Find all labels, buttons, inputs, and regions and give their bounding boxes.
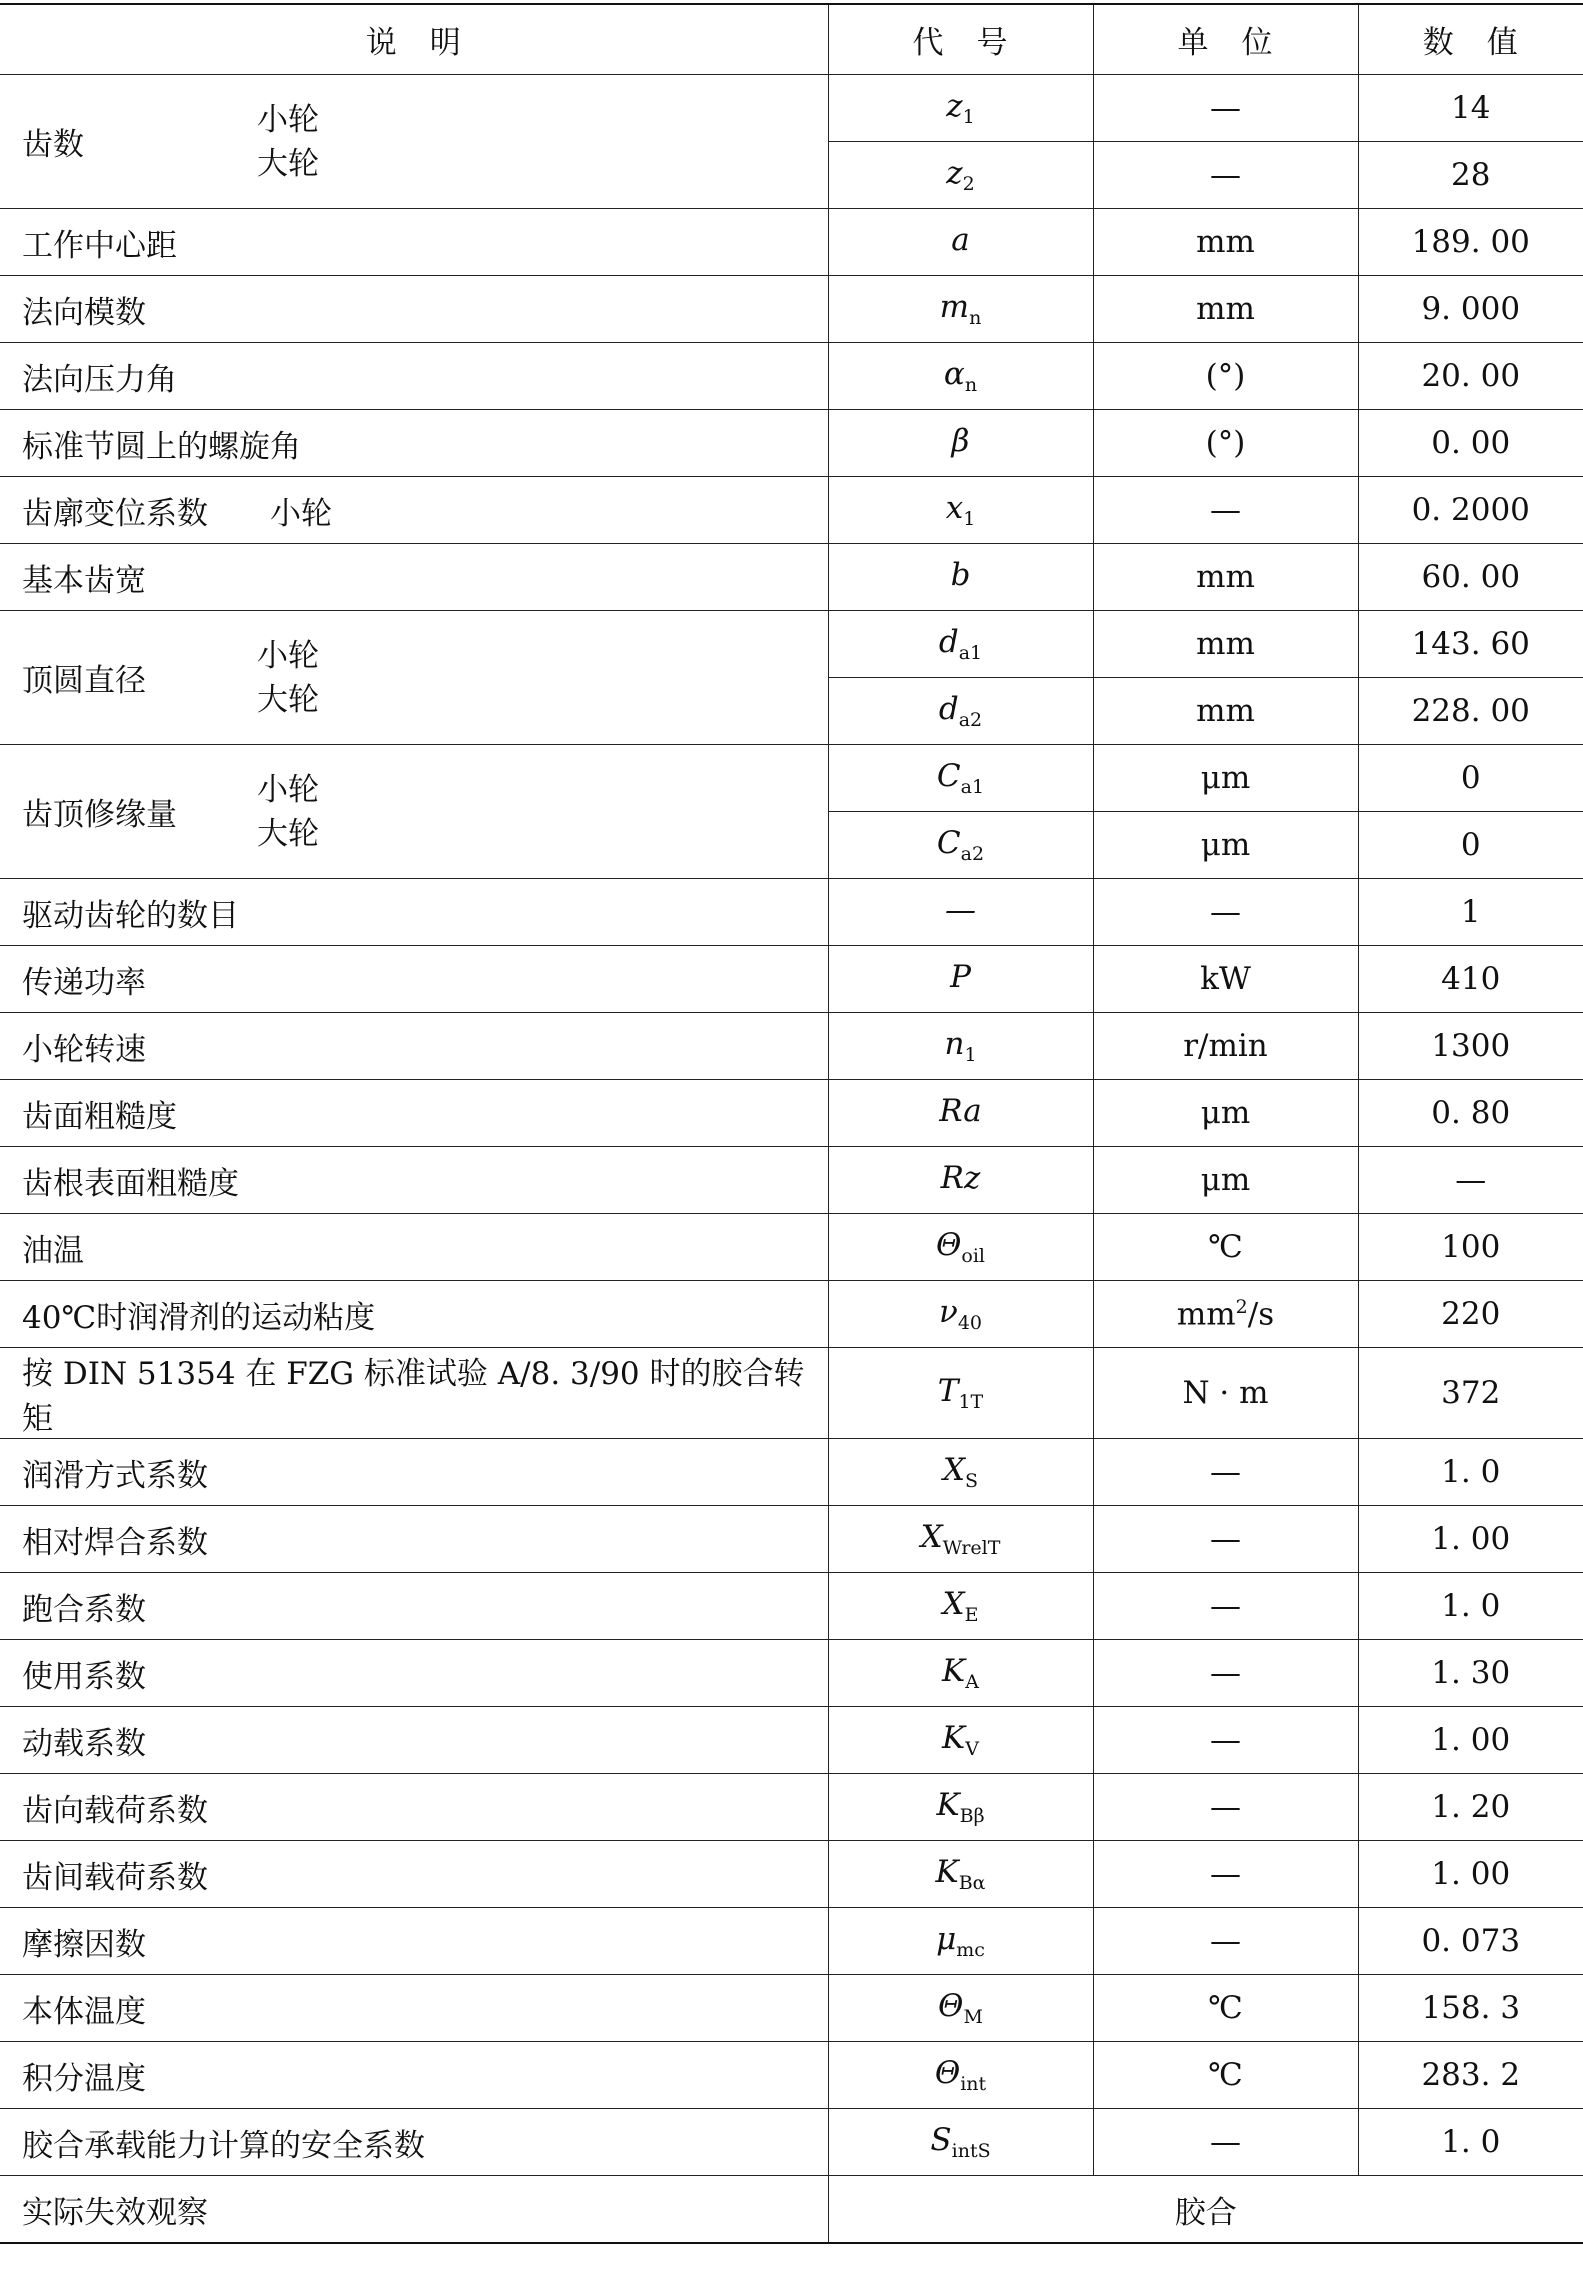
value-cell: 1. 0 bbox=[1358, 1573, 1583, 1640]
table-row bbox=[0, 946, 1583, 1013]
value-cell: 1. 0 bbox=[1358, 2109, 1583, 2176]
unit-cell: mm bbox=[1093, 678, 1358, 745]
table-row bbox=[0, 2109, 1583, 2176]
table-row bbox=[0, 2042, 1583, 2109]
sub-labels bbox=[257, 768, 319, 856]
symbol-subscript: 1 bbox=[964, 1044, 977, 1066]
description-cell: 润滑方式系数 bbox=[0, 1439, 828, 1506]
description-cell: 传递功率 bbox=[0, 946, 828, 1013]
symbol bbox=[941, 1160, 981, 1196]
symbol bbox=[942, 1653, 979, 1693]
symbol-base: T bbox=[937, 1373, 959, 1409]
description-cell: 法向压力角 bbox=[0, 343, 828, 410]
table-row bbox=[0, 75, 1583, 142]
symbol bbox=[951, 222, 969, 258]
table-row bbox=[0, 1774, 1583, 1841]
unit-cell: — bbox=[1093, 1573, 1358, 1640]
symbol-base: α bbox=[943, 356, 965, 392]
table-row bbox=[0, 1281, 1583, 1348]
symbol bbox=[938, 691, 983, 731]
symbol-base: b bbox=[950, 557, 971, 593]
symbol-subscript: 2 bbox=[962, 173, 975, 195]
value-cell: 410 bbox=[1358, 946, 1583, 1013]
symbol-cell bbox=[828, 1439, 1093, 1506]
table-row bbox=[0, 477, 1583, 544]
symbol bbox=[935, 1854, 986, 1894]
value-cell: 1. 00 bbox=[1358, 1841, 1583, 1908]
symbol-base: d bbox=[938, 624, 959, 660]
description-cell: 40℃时润滑剂的运动粘度 bbox=[0, 1281, 828, 1348]
symbol bbox=[951, 557, 971, 593]
symbol-subscript: Bα bbox=[958, 1872, 986, 1894]
table-row bbox=[0, 1640, 1583, 1707]
value-cell: 0 bbox=[1358, 745, 1583, 812]
symbol-base: X bbox=[920, 1519, 943, 1555]
symbol-base: Θ bbox=[935, 1227, 962, 1263]
table-row bbox=[0, 879, 1583, 946]
unit-cell: — bbox=[1093, 1640, 1358, 1707]
symbol-base: P bbox=[950, 959, 971, 995]
symbol-cell bbox=[828, 410, 1093, 477]
symbol-subscript: mc bbox=[956, 1939, 985, 1961]
description-cell: 齿根表面粗糙度 bbox=[0, 1147, 828, 1214]
value-cell: 0. 80 bbox=[1358, 1080, 1583, 1147]
table-row bbox=[0, 1841, 1583, 1908]
value-cell: 1 bbox=[1358, 879, 1583, 946]
unit-cell: mm bbox=[1093, 209, 1358, 276]
unit-cell: — bbox=[1093, 879, 1358, 946]
symbol-cell bbox=[828, 879, 1093, 946]
unit-cell: (°) bbox=[1093, 343, 1358, 410]
symbol bbox=[934, 2055, 987, 2095]
value-cell: 1. 30 bbox=[1358, 1640, 1583, 1707]
value-cell: 0 bbox=[1358, 812, 1583, 879]
symbol-subscript: 40 bbox=[957, 1312, 983, 1334]
sub-label-wheel: 大轮 bbox=[257, 815, 319, 852]
sub-label-pinion: 小轮 bbox=[257, 101, 319, 138]
unit-cell: — bbox=[1093, 1774, 1358, 1841]
description-cell: 齿间载荷系数 bbox=[0, 1841, 828, 1908]
unit-tail: /s bbox=[1247, 1296, 1275, 1333]
unit-superscript: 2 bbox=[1235, 1295, 1248, 1318]
symbol-base: Rz bbox=[940, 1160, 981, 1196]
symbol-cell bbox=[828, 1975, 1093, 2042]
symbol-subscript: int bbox=[960, 2073, 987, 2095]
unit-cell: μm bbox=[1093, 745, 1358, 812]
value-cell: 220 bbox=[1358, 1281, 1583, 1348]
failure-observation-value: 胶合 bbox=[828, 2176, 1583, 2244]
value-cell: 60. 00 bbox=[1358, 544, 1583, 611]
symbol-base: K bbox=[942, 1720, 966, 1756]
unit-cell: mm bbox=[1093, 276, 1358, 343]
symbol-subscript: 1 bbox=[963, 508, 976, 530]
symbol-subscript: n bbox=[969, 307, 982, 329]
symbol bbox=[937, 1373, 984, 1413]
symbol-subscript: M bbox=[963, 2006, 983, 2028]
table-body bbox=[0, 75, 1583, 2244]
header-description: 说 明 bbox=[0, 4, 828, 75]
value-cell: 189. 00 bbox=[1358, 209, 1583, 276]
failure-observation-label: 实际失效观察 bbox=[0, 2176, 828, 2244]
unit-cell: ℃ bbox=[1093, 1214, 1358, 1281]
unit-cell: ℃ bbox=[1093, 2042, 1358, 2109]
symbol bbox=[946, 88, 975, 128]
symbol-base: n bbox=[944, 1026, 965, 1062]
symbol-cell bbox=[828, 209, 1093, 276]
symbol-subscript: n bbox=[964, 374, 978, 396]
value-cell: 228. 00 bbox=[1358, 678, 1583, 745]
symbol-subscript: a1 bbox=[958, 642, 983, 664]
symbol bbox=[945, 490, 976, 530]
symbol-cell bbox=[828, 2109, 1093, 2176]
table-row bbox=[0, 209, 1583, 276]
description-cell: 使用系数 bbox=[0, 1640, 828, 1707]
unit-cell: — bbox=[1093, 477, 1358, 544]
symbol-cell bbox=[828, 276, 1093, 343]
symbol bbox=[938, 1294, 983, 1334]
value-cell: 0. 00 bbox=[1358, 410, 1583, 477]
unit-cell: — bbox=[1093, 1707, 1358, 1774]
value-cell: 372 bbox=[1358, 1348, 1583, 1439]
description-cell bbox=[0, 75, 828, 209]
symbol-base: β bbox=[951, 423, 970, 459]
symbol bbox=[944, 1026, 977, 1066]
symbol-cell bbox=[828, 1080, 1093, 1147]
description-cell bbox=[0, 611, 828, 745]
symbol-cell bbox=[828, 1013, 1093, 1080]
symbol-cell bbox=[828, 343, 1093, 410]
description-cell: 摩擦因数 bbox=[0, 1908, 828, 1975]
table-row bbox=[0, 1707, 1583, 1774]
description-group bbox=[22, 75, 828, 208]
symbol-subscript: oil bbox=[961, 1245, 985, 1267]
sub-label-pinion: 小轮 bbox=[257, 637, 319, 674]
description-cell: 动载系数 bbox=[0, 1707, 828, 1774]
symbol bbox=[920, 1519, 1001, 1559]
symbol-cell bbox=[828, 1348, 1093, 1439]
value-cell: 28 bbox=[1358, 142, 1583, 209]
header-value: 数 值 bbox=[1358, 4, 1583, 75]
symbol-cell bbox=[828, 544, 1093, 611]
description-cell: 齿廓变位系数 小轮 bbox=[0, 477, 828, 544]
description-group bbox=[22, 611, 828, 744]
unit-cell bbox=[1093, 1281, 1358, 1348]
symbol-base: z bbox=[946, 155, 963, 191]
symbol-base: K bbox=[936, 1787, 960, 1823]
unit-cell: r/min bbox=[1093, 1013, 1358, 1080]
description-cell: 胶合承载能力计算的安全系数 bbox=[0, 2109, 828, 2176]
symbol-cell bbox=[828, 1774, 1093, 1841]
unit-cell: μm bbox=[1093, 1147, 1358, 1214]
symbol-base: C bbox=[936, 758, 961, 794]
symbol-base: Θ bbox=[938, 1988, 964, 2024]
symbol bbox=[936, 825, 985, 865]
description-cell: 基本齿宽 bbox=[0, 544, 828, 611]
unit-cell: — bbox=[1093, 142, 1358, 209]
unit-cell: mm bbox=[1093, 611, 1358, 678]
symbol bbox=[936, 758, 985, 798]
symbol-base: K bbox=[935, 1854, 959, 1890]
unit-cell: ℃ bbox=[1093, 1975, 1358, 2042]
symbol-subscript: a2 bbox=[958, 709, 983, 731]
unit-cell: — bbox=[1093, 2109, 1358, 2176]
symbol-subscript: Bβ bbox=[959, 1805, 985, 1827]
value-cell: 158. 3 bbox=[1358, 1975, 1583, 2042]
description-cell: 相对焊合系数 bbox=[0, 1506, 828, 1573]
symbol bbox=[942, 1720, 979, 1760]
symbol-subscript: intS bbox=[951, 2140, 991, 2162]
value-cell: 143. 60 bbox=[1358, 611, 1583, 678]
header-row bbox=[0, 4, 1583, 75]
table-row bbox=[0, 1013, 1583, 1080]
table-row bbox=[0, 1214, 1583, 1281]
unit-cell: (°) bbox=[1093, 410, 1358, 477]
symbol-cell bbox=[828, 946, 1093, 1013]
table-row bbox=[0, 1147, 1583, 1214]
value-cell: 0. 073 bbox=[1358, 1908, 1583, 1975]
symbol-cell bbox=[828, 1281, 1093, 1348]
symbol-cell bbox=[828, 745, 1093, 812]
sub-label-wheel: 大轮 bbox=[257, 681, 319, 718]
symbol-subscript: a1 bbox=[960, 776, 985, 798]
unit-cell: — bbox=[1093, 1908, 1358, 1975]
value-cell: 283. 2 bbox=[1358, 2042, 1583, 2109]
symbol bbox=[942, 1586, 979, 1626]
description-text: 齿顶修缘量 bbox=[22, 797, 177, 833]
symbol bbox=[936, 1921, 985, 1961]
unit-base: mm bbox=[1176, 1296, 1236, 1333]
symbol bbox=[939, 1093, 982, 1129]
table-row bbox=[0, 276, 1583, 343]
description-cell: 齿面粗糙度 bbox=[0, 1080, 828, 1147]
unit-cell: N · m bbox=[1093, 1348, 1358, 1439]
value-cell: 1. 00 bbox=[1358, 1707, 1583, 1774]
value-cell: 20. 00 bbox=[1358, 343, 1583, 410]
symbol bbox=[943, 356, 978, 396]
symbol-subscript: 1T bbox=[958, 1391, 984, 1413]
unit-cell: mm bbox=[1093, 544, 1358, 611]
description-cell: 标准节圆上的螺旋角 bbox=[0, 410, 828, 477]
description-cell: 本体温度 bbox=[0, 1975, 828, 2042]
table-row bbox=[0, 1439, 1583, 1506]
symbol-base: m bbox=[939, 289, 970, 325]
symbol-subscript: V bbox=[965, 1738, 979, 1760]
value-cell: 100 bbox=[1358, 1214, 1583, 1281]
sub-labels bbox=[257, 98, 319, 186]
symbol-cell bbox=[828, 1573, 1093, 1640]
symbol-subscript: WrelT bbox=[942, 1537, 1001, 1559]
table-row bbox=[0, 1080, 1583, 1147]
table-row bbox=[0, 1908, 1583, 1975]
table-row bbox=[0, 410, 1583, 477]
symbol-cell bbox=[828, 75, 1093, 142]
symbol-cell bbox=[828, 678, 1093, 745]
unit-cell: kW bbox=[1093, 946, 1358, 1013]
symbol-base: μ bbox=[936, 1921, 957, 1957]
description-text: 顶圆直径 bbox=[22, 663, 146, 699]
description-cell: 法向模数 bbox=[0, 276, 828, 343]
symbol bbox=[942, 1452, 979, 1492]
symbol-subscript: a2 bbox=[960, 843, 985, 865]
symbol-base: x bbox=[945, 490, 964, 526]
table-row bbox=[0, 611, 1583, 678]
value-cell: — bbox=[1358, 1147, 1583, 1214]
unit-cell: — bbox=[1093, 1439, 1358, 1506]
value-cell: 1300 bbox=[1358, 1013, 1583, 1080]
symbol-cell bbox=[828, 812, 1093, 879]
symbol bbox=[939, 289, 982, 329]
table-row bbox=[0, 745, 1583, 812]
sub-labels bbox=[257, 634, 319, 722]
symbol-base: C bbox=[936, 825, 961, 861]
symbol bbox=[950, 959, 971, 995]
symbol-cell bbox=[828, 2042, 1093, 2109]
description-cell: 按 DIN 51354 在 FZG 标准试验 A/8. 3/90 时的胶合转矩 bbox=[0, 1348, 828, 1439]
symbol-cell bbox=[828, 611, 1093, 678]
symbol-subscript: 1 bbox=[962, 106, 975, 128]
symbol-subscript: A bbox=[965, 1671, 979, 1693]
table-row bbox=[0, 1348, 1583, 1439]
symbol bbox=[935, 1227, 985, 1267]
symbol-subscript: E bbox=[964, 1604, 979, 1626]
symbol-cell bbox=[828, 1640, 1093, 1707]
description-text: 齿数 bbox=[22, 127, 84, 163]
symbol-cell bbox=[828, 1707, 1093, 1774]
symbol-cell bbox=[828, 1147, 1093, 1214]
value-cell: 1. 0 bbox=[1358, 1439, 1583, 1506]
value-cell: 14 bbox=[1358, 75, 1583, 142]
symbol bbox=[945, 892, 976, 928]
symbol-cell bbox=[828, 1908, 1093, 1975]
value-cell: 9. 000 bbox=[1358, 276, 1583, 343]
table-row bbox=[0, 1506, 1583, 1573]
header-symbol: 代 号 bbox=[828, 4, 1093, 75]
symbol bbox=[952, 423, 970, 459]
symbol-cell bbox=[828, 1214, 1093, 1281]
description-group bbox=[22, 745, 828, 878]
description-cell bbox=[0, 745, 828, 879]
symbol-base: d bbox=[938, 691, 959, 727]
symbol bbox=[936, 1787, 985, 1827]
description-cell: 工作中心距 bbox=[0, 209, 828, 276]
value-cell: 0. 2000 bbox=[1358, 477, 1583, 544]
symbol-cell bbox=[828, 477, 1093, 544]
symbol-cell bbox=[828, 142, 1093, 209]
gear-scuffing-data-table bbox=[0, 3, 1583, 2244]
unit-cell: — bbox=[1093, 1506, 1358, 1573]
sub-label-pinion: 小轮 bbox=[257, 771, 319, 808]
description-cell: 齿向载荷系数 bbox=[0, 1774, 828, 1841]
symbol bbox=[938, 624, 983, 664]
symbol-base: X bbox=[942, 1452, 966, 1488]
description-cell: 积分温度 bbox=[0, 2042, 828, 2109]
symbol-base: S bbox=[930, 2122, 952, 2158]
table-row bbox=[0, 343, 1583, 410]
symbol-subscript: S bbox=[965, 1470, 979, 1492]
unit-cell: μm bbox=[1093, 1080, 1358, 1147]
table-row bbox=[0, 1975, 1583, 2042]
symbol bbox=[930, 2122, 991, 2162]
symbol-base: a bbox=[951, 222, 970, 258]
value-cell: 1. 00 bbox=[1358, 1506, 1583, 1573]
table-row bbox=[0, 1573, 1583, 1640]
symbol-base: — bbox=[945, 892, 976, 928]
symbol-base: K bbox=[942, 1653, 966, 1689]
description-cell: 跑合系数 bbox=[0, 1573, 828, 1640]
value-cell: 1. 20 bbox=[1358, 1774, 1583, 1841]
unit-cell: — bbox=[1093, 1841, 1358, 1908]
symbol-base: Ra bbox=[939, 1093, 982, 1129]
description-cell: 油温 bbox=[0, 1214, 828, 1281]
symbol bbox=[946, 155, 975, 195]
symbol-base: z bbox=[946, 88, 963, 124]
description-cell: 驱动齿轮的数目 bbox=[0, 879, 828, 946]
footer-row bbox=[0, 2176, 1583, 2244]
description-cell: 小轮转速 bbox=[0, 1013, 828, 1080]
header-unit: 单 位 bbox=[1093, 4, 1358, 75]
unit-cell: μm bbox=[1093, 812, 1358, 879]
symbol-base: X bbox=[942, 1586, 965, 1622]
symbol-base: ν bbox=[938, 1294, 958, 1330]
symbol bbox=[938, 1988, 983, 2028]
symbol-base: Θ bbox=[934, 2055, 961, 2091]
symbol-cell bbox=[828, 1841, 1093, 1908]
symbol-cell bbox=[828, 1506, 1093, 1573]
unit-cell: — bbox=[1093, 75, 1358, 142]
table-row bbox=[0, 544, 1583, 611]
sub-label-wheel: 大轮 bbox=[257, 145, 319, 182]
